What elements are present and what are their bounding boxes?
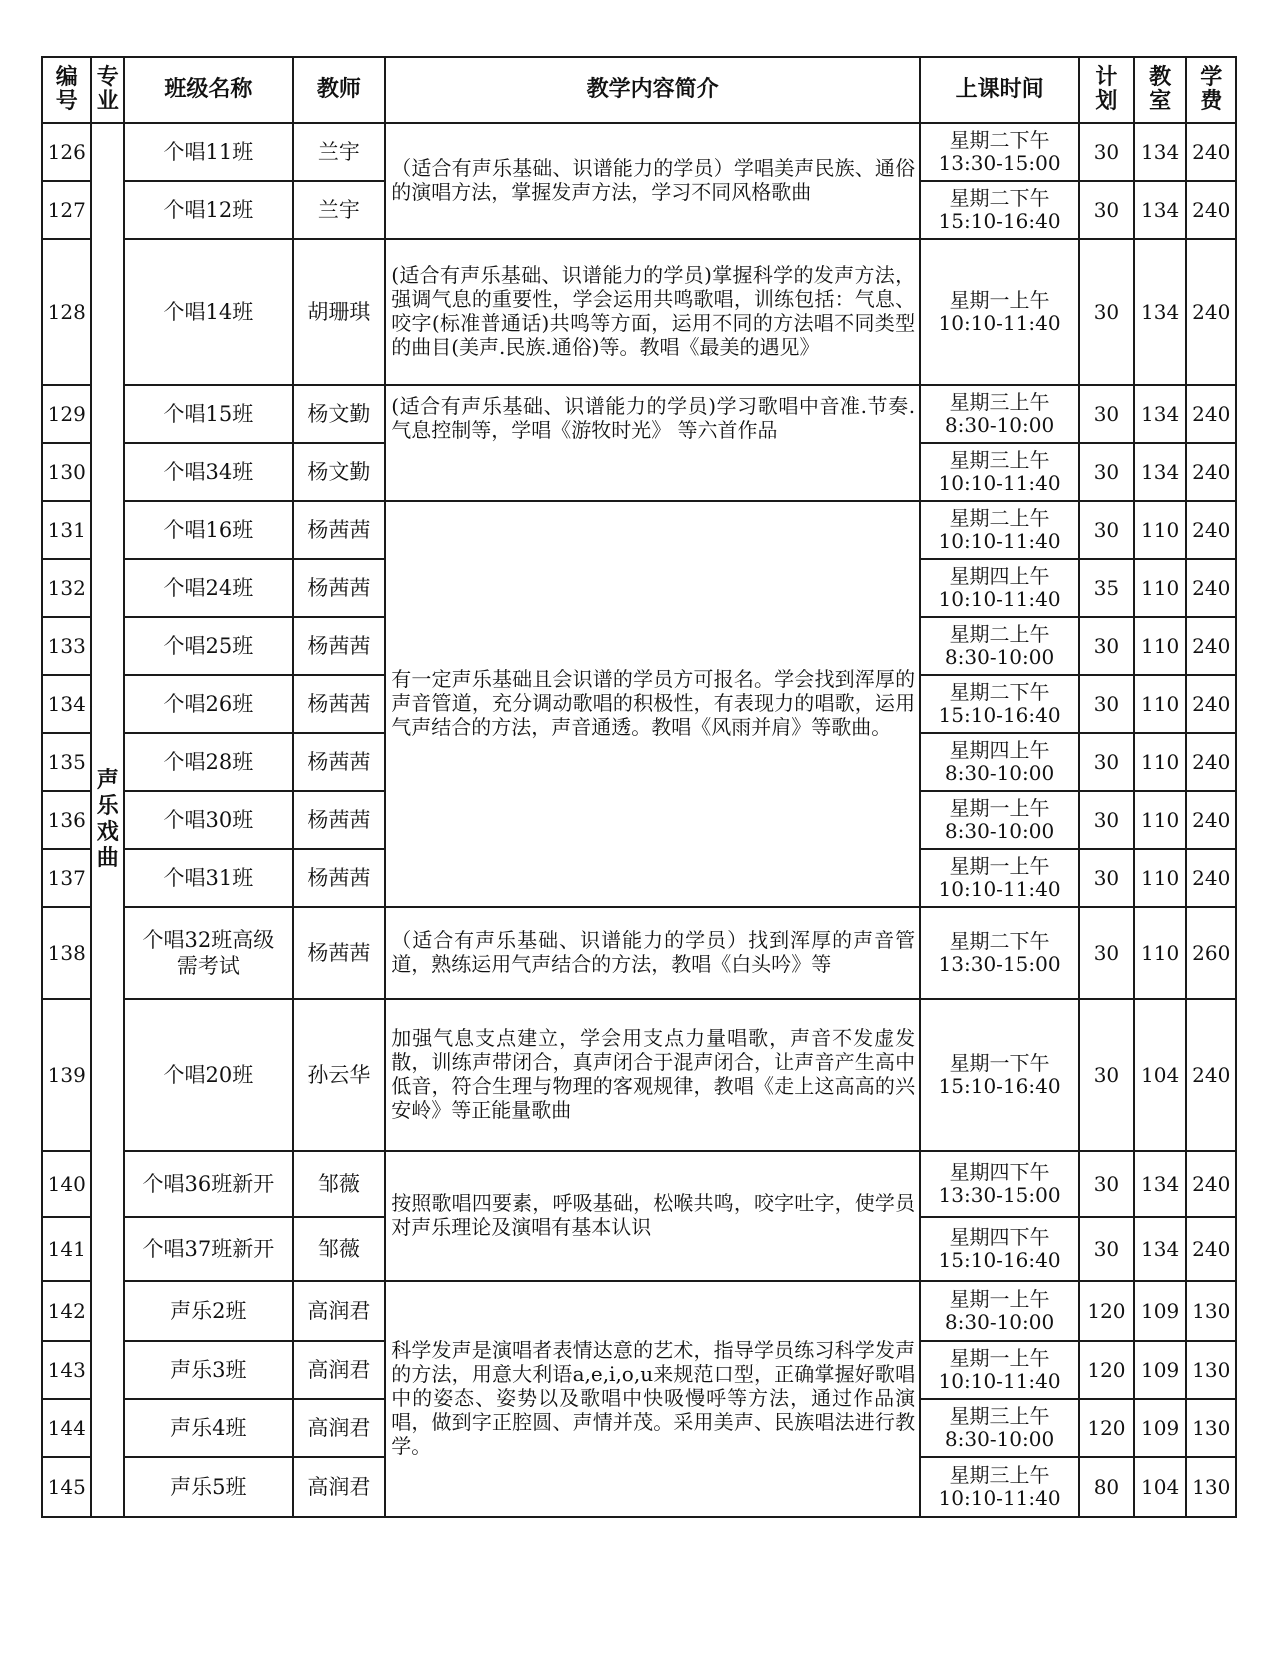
- row-id: 135: [42, 733, 91, 791]
- row-plan: 30: [1079, 385, 1134, 443]
- row-fee: 130: [1186, 1399, 1236, 1457]
- row-room: 134: [1134, 1217, 1187, 1281]
- header-teacher: 教师: [293, 57, 386, 123]
- table-row: [42, 385, 1236, 443]
- row-id: 131: [42, 501, 91, 559]
- row-id: 137: [42, 849, 91, 907]
- row-class-name: 个唱26班: [124, 675, 292, 733]
- row-class-name: 个唱28班: [124, 733, 292, 791]
- row-id: 134: [42, 675, 91, 733]
- row-time: [920, 791, 1079, 849]
- row-description: (适合有声乐基础、识谱能力的学员)掌握科学的发声方法，强调气息的重要性，学会运用共鸣歌唱，训练包括：气息、咬字(标准普通话)共鸣等方面，运用不同的方法唱不同类型的曲目(美声.民族.通俗)等。教唱《最美的遇见》: [385, 239, 920, 385]
- row-time: [920, 1399, 1079, 1457]
- row-time-day: 星期二下午: [949, 186, 1050, 210]
- row-id: 142: [42, 1281, 91, 1341]
- header-room: 教室: [1134, 57, 1187, 123]
- row-plan: 30: [1079, 181, 1134, 239]
- row-fee: 260: [1186, 907, 1236, 999]
- row-fee: 240: [1186, 1217, 1236, 1281]
- row-plan: 120: [1079, 1281, 1134, 1341]
- row-fee: 240: [1186, 1151, 1236, 1217]
- row-id: 140: [42, 1151, 91, 1217]
- row-time-day: 星期二下午: [949, 128, 1050, 152]
- row-time: [920, 675, 1079, 733]
- row-room: 110: [1134, 501, 1187, 559]
- row-room: 104: [1134, 999, 1187, 1151]
- row-id: 127: [42, 181, 91, 239]
- row-description: 科学发声是演唱者表情达意的艺术，指导学员练习科学发声的方法，用意大利语a,e,i,o,u来规范口型，正确掌握好歌唱中的姿态、姿势以及歌唱中快吸慢呼等方法，通过作品演唱，做到字正腔圆、声情并茂。采用美声、民族唱法进行教学。: [385, 1281, 920, 1517]
- row-description: (适合有声乐基础、识谱能力的学员)学习歌唱中音准.节奏.气息控制等，学唱《游牧时光》 等六首作品: [385, 385, 920, 501]
- row-class-name: 个唱30班: [124, 791, 292, 849]
- row-fee: 240: [1186, 849, 1236, 907]
- row-teacher: 胡珊琪: [293, 239, 386, 385]
- row-teacher: 高润君: [293, 1399, 386, 1457]
- row-id: 126: [42, 123, 91, 181]
- row-class-name: 声乐4班: [124, 1399, 292, 1457]
- header-major: 专业: [91, 57, 124, 123]
- header-class-name: 班级名称: [124, 57, 292, 123]
- row-class-name: 个唱32班高级需考试: [124, 907, 292, 999]
- row-time-day: 星期四下午: [949, 1225, 1050, 1249]
- row-plan: 30: [1079, 1217, 1134, 1281]
- row-time-day: 星期二下午: [949, 680, 1050, 704]
- row-time: [920, 123, 1079, 181]
- row-plan: 30: [1079, 443, 1134, 501]
- row-time: [920, 907, 1079, 999]
- row-teacher: 杨茜茜: [293, 791, 386, 849]
- row-time-range: 8:30-10:00: [944, 819, 1055, 843]
- row-id: 144: [42, 1399, 91, 1457]
- row-fee: 240: [1186, 239, 1236, 385]
- row-description: 加强气息支点建立，学会用支点力量唱歌，声音不发虚发散，训练声带闭合，真声闭合于混声闭合，让声音产生高中低音，符合生理与物理的客观规律，教唱《走上这高高的兴安岭》等正能量歌曲: [385, 999, 920, 1151]
- row-teacher: 高润君: [293, 1281, 386, 1341]
- row-teacher: 杨茜茜: [293, 733, 386, 791]
- header-time: 上课时间: [920, 57, 1079, 123]
- row-time: [920, 1341, 1079, 1399]
- row-fee: 240: [1186, 791, 1236, 849]
- row-teacher: 杨茜茜: [293, 907, 386, 999]
- table-row: [42, 999, 1236, 1151]
- row-time: [920, 385, 1079, 443]
- row-teacher: 杨茜茜: [293, 501, 386, 559]
- row-time-range: 8:30-10:00: [944, 645, 1055, 669]
- row-time-day: 星期四上午: [949, 738, 1050, 762]
- row-plan: 30: [1079, 617, 1134, 675]
- row-time-range: 10:10-11:40: [938, 471, 1061, 495]
- row-time: [920, 1281, 1079, 1341]
- row-time-day: 星期一上午: [949, 854, 1050, 878]
- row-room: 134: [1134, 385, 1187, 443]
- row-room: 109: [1134, 1281, 1187, 1341]
- row-class-name: 个唱20班: [124, 999, 292, 1151]
- row-id: 143: [42, 1341, 91, 1399]
- row-teacher: 邹薇: [293, 1217, 386, 1281]
- row-time: [920, 181, 1079, 239]
- row-id: 132: [42, 559, 91, 617]
- row-plan: 120: [1079, 1341, 1134, 1399]
- row-room: 134: [1134, 1151, 1187, 1217]
- row-class-name: 声乐3班: [124, 1341, 292, 1399]
- row-fee: 240: [1186, 999, 1236, 1151]
- row-room: 110: [1134, 849, 1187, 907]
- row-plan: 30: [1079, 733, 1134, 791]
- row-time-day: 星期四下午: [949, 1160, 1050, 1184]
- row-plan: 30: [1079, 675, 1134, 733]
- row-time: [920, 999, 1079, 1151]
- row-fee: 240: [1186, 733, 1236, 791]
- row-time: [920, 1151, 1079, 1217]
- row-fee: 130: [1186, 1281, 1236, 1341]
- row-id: 128: [42, 239, 91, 385]
- table-row: [42, 1151, 1236, 1217]
- row-room: 104: [1134, 1457, 1187, 1517]
- row-time-range: 10:10-11:40: [938, 877, 1061, 901]
- row-time-day: 星期二下午: [949, 929, 1050, 953]
- row-time-day: 星期一上午: [949, 288, 1050, 312]
- row-time-day: 星期三上午: [949, 1404, 1050, 1428]
- row-description: 有一定声乐基础且会识谱的学员方可报名。学会找到浑厚的声音管道，充分调动歌唱的积极性，有表现力的唱歌，运用气声结合的方法，声音通透。教唱《风雨并肩》等歌曲。: [385, 501, 920, 907]
- row-time-day: 星期二上午: [949, 506, 1050, 530]
- row-id: 129: [42, 385, 91, 443]
- row-id: 130: [42, 443, 91, 501]
- row-class-name: 个唱12班: [124, 181, 292, 239]
- row-plan: 30: [1079, 791, 1134, 849]
- row-time-range: 10:10-11:40: [938, 1486, 1061, 1510]
- row-teacher: 杨茜茜: [293, 675, 386, 733]
- row-time-range: 15:10-16:40: [938, 209, 1061, 233]
- row-teacher: 杨文勤: [293, 385, 386, 443]
- row-class-name: 声乐2班: [124, 1281, 292, 1341]
- row-plan: 30: [1079, 123, 1134, 181]
- row-room: 110: [1134, 733, 1187, 791]
- row-room: 110: [1134, 617, 1187, 675]
- row-plan: 30: [1079, 999, 1134, 1151]
- header-plan: 计划: [1079, 57, 1134, 123]
- row-fee: 130: [1186, 1341, 1236, 1399]
- row-time: [920, 849, 1079, 907]
- table-row: [42, 239, 1236, 385]
- row-time-day: 星期四上午: [949, 564, 1050, 588]
- row-time-range: 10:10-11:40: [938, 587, 1061, 611]
- row-room: 134: [1134, 181, 1187, 239]
- row-room: 110: [1134, 907, 1187, 999]
- row-fee: 240: [1186, 181, 1236, 239]
- row-time-range: 13:30-15:00: [938, 151, 1061, 175]
- row-class-name: 个唱37班新开: [124, 1217, 292, 1281]
- row-plan: 30: [1079, 501, 1134, 559]
- row-time-range: 8:30-10:00: [944, 1310, 1055, 1334]
- row-teacher: 杨茜茜: [293, 849, 386, 907]
- header-content: 教学内容简介: [385, 57, 920, 123]
- header-fee: 学费: [1186, 57, 1236, 123]
- row-teacher: 高润君: [293, 1457, 386, 1517]
- table-row: [42, 501, 1236, 559]
- row-room: 134: [1134, 123, 1187, 181]
- table-row: [42, 907, 1236, 999]
- row-plan: 80: [1079, 1457, 1134, 1517]
- row-time: [920, 617, 1079, 675]
- row-plan: 30: [1079, 907, 1134, 999]
- row-time: [920, 501, 1079, 559]
- row-room: 110: [1134, 791, 1187, 849]
- course-schedule-table: [41, 56, 1237, 1518]
- row-teacher: 杨茜茜: [293, 617, 386, 675]
- row-room: 109: [1134, 1341, 1187, 1399]
- row-teacher: 孙云华: [293, 999, 386, 1151]
- row-time-range: 13:30-15:00: [938, 1183, 1061, 1207]
- row-room: 109: [1134, 1399, 1187, 1457]
- row-time-range: 8:30-10:00: [944, 413, 1055, 437]
- table-row: [42, 1281, 1236, 1341]
- row-plan: 30: [1079, 1151, 1134, 1217]
- row-class-name: 个唱16班: [124, 501, 292, 559]
- row-fee: 240: [1186, 559, 1236, 617]
- row-time-range: 13:30-15:00: [938, 952, 1061, 976]
- row-description: 按照歌唱四要素，呼吸基础，松喉共鸣，咬字吐字，使学员对声乐理论及演唱有基本认识: [385, 1151, 920, 1281]
- row-id: 136: [42, 791, 91, 849]
- table-row: [42, 123, 1236, 181]
- row-time-day: 星期一上午: [949, 1287, 1050, 1311]
- row-time-day: 星期一下午: [949, 1051, 1050, 1075]
- row-time-day: 星期三上午: [949, 1463, 1050, 1487]
- header-row: [42, 57, 1236, 123]
- row-time: [920, 1217, 1079, 1281]
- row-time: [920, 1457, 1079, 1517]
- row-fee: 240: [1186, 123, 1236, 181]
- row-time-range: 15:10-16:40: [938, 703, 1061, 727]
- row-class-name: 个唱14班: [124, 239, 292, 385]
- major-cell: 声乐戏曲: [91, 123, 124, 1517]
- row-time-day: 星期一上午: [949, 796, 1050, 820]
- row-time-range: 15:10-16:40: [938, 1074, 1061, 1098]
- row-teacher: 兰宇: [293, 181, 386, 239]
- row-teacher: 杨茜茜: [293, 559, 386, 617]
- row-plan: 30: [1079, 849, 1134, 907]
- row-class-name: 个唱31班: [124, 849, 292, 907]
- row-time-day: 星期二上午: [949, 622, 1050, 646]
- row-time-range: 8:30-10:00: [944, 761, 1055, 785]
- row-description: （适合有声乐基础、识谱能力的学员）找到浑厚的声音管道，熟练运用气声结合的方法，教唱《白头吟》等: [385, 907, 920, 999]
- row-class-name: 个唱34班: [124, 443, 292, 501]
- row-time: [920, 239, 1079, 385]
- row-teacher: 邹薇: [293, 1151, 386, 1217]
- row-teacher: 高润君: [293, 1341, 386, 1399]
- row-fee: 240: [1186, 385, 1236, 443]
- row-class-name: 个唱15班: [124, 385, 292, 443]
- row-time-range: 10:10-11:40: [938, 529, 1061, 553]
- row-id: 138: [42, 907, 91, 999]
- row-description: （适合有声乐基础、识谱能力的学员）学唱美声民族、通俗的演唱方法，掌握发声方法，学习不同风格歌曲: [385, 123, 920, 239]
- row-time-range: 10:10-11:40: [938, 1369, 1061, 1393]
- row-fee: 240: [1186, 501, 1236, 559]
- row-plan: 120: [1079, 1399, 1134, 1457]
- row-fee: 130: [1186, 1457, 1236, 1517]
- row-time-range: 15:10-16:40: [938, 1248, 1061, 1272]
- row-id: 145: [42, 1457, 91, 1517]
- header-id: 编号: [42, 57, 91, 123]
- row-room: 134: [1134, 239, 1187, 385]
- row-time-day: 星期三上午: [949, 390, 1050, 414]
- row-class-name: 个唱36班新开: [124, 1151, 292, 1217]
- row-class-name: 个唱25班: [124, 617, 292, 675]
- row-plan: 35: [1079, 559, 1134, 617]
- row-room: 110: [1134, 675, 1187, 733]
- row-id: 141: [42, 1217, 91, 1281]
- row-id: 139: [42, 999, 91, 1151]
- row-class-name: 声乐5班: [124, 1457, 292, 1517]
- row-id: 133: [42, 617, 91, 675]
- row-class-name: 个唱11班: [124, 123, 292, 181]
- row-teacher: 兰宇: [293, 123, 386, 181]
- row-fee: 240: [1186, 675, 1236, 733]
- row-time: [920, 733, 1079, 791]
- row-time: [920, 443, 1079, 501]
- row-time-day: 星期三上午: [949, 448, 1050, 472]
- row-plan: 30: [1079, 239, 1134, 385]
- row-time-range: 8:30-10:00: [944, 1427, 1055, 1451]
- row-fee: 240: [1186, 443, 1236, 501]
- row-fee: 240: [1186, 617, 1236, 675]
- row-time: [920, 559, 1079, 617]
- row-teacher: 杨文勤: [293, 443, 386, 501]
- row-time-day: 星期一上午: [949, 1346, 1050, 1370]
- row-class-name: 个唱24班: [124, 559, 292, 617]
- row-room: 134: [1134, 443, 1187, 501]
- row-room: 110: [1134, 559, 1187, 617]
- row-time-range: 10:10-11:40: [938, 311, 1061, 335]
